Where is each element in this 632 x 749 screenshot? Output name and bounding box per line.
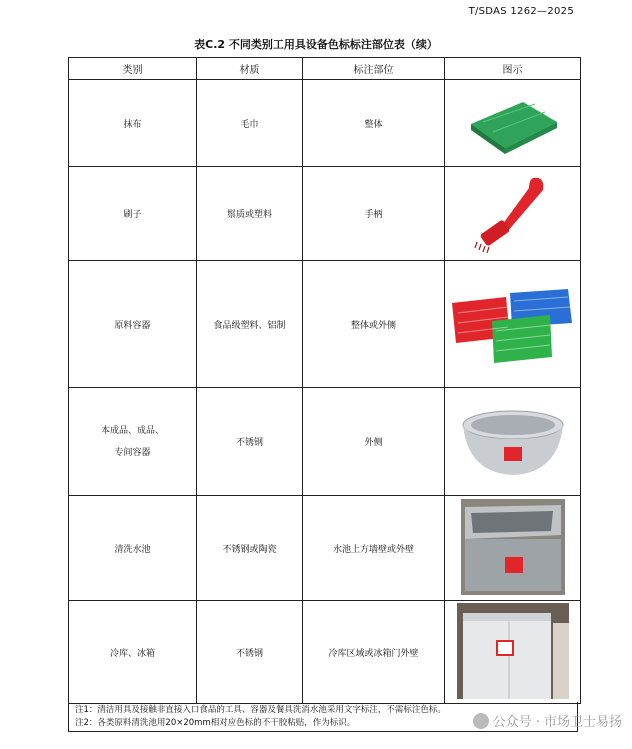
table-row: [69, 496, 581, 601]
watermark: [473, 711, 622, 730]
header-category: 类别: [69, 58, 197, 80]
crates-image: [448, 273, 578, 373]
material-cell: 不锈钢或陶瓷: [197, 496, 303, 601]
category-line: 本成品、成品、: [100, 425, 164, 436]
material-cell: 鬃质或塑料: [197, 167, 303, 261]
position-cell: 水池上方墙壁或外壁: [303, 496, 445, 601]
wechat-icon: [473, 713, 489, 729]
position-cell: 手柄: [303, 167, 445, 261]
position-cell: 外侧: [303, 388, 445, 496]
table-row: [69, 388, 581, 496]
table-row: [69, 167, 581, 261]
table-row: [69, 261, 581, 388]
category-cell: [69, 388, 197, 496]
table-title: 表C.2 不同类别工用具设备色标标注部位表（续）: [194, 38, 438, 51]
bowl-image: [458, 395, 568, 485]
illustration-cell: [445, 388, 581, 496]
illustration-cell: [445, 496, 581, 601]
category-cell: 原料容器: [69, 261, 197, 388]
sink-image: [461, 499, 565, 595]
header-position: 标注部位: [303, 58, 445, 80]
table-row: [69, 80, 581, 167]
category-cell: 刷子: [69, 167, 197, 261]
material-cell: 毛巾: [197, 80, 303, 167]
freezer-image: [457, 603, 569, 699]
header-illustration: 图示: [445, 58, 581, 80]
towel-image: [463, 82, 563, 162]
header-material: 材质: [197, 58, 303, 80]
table-row: [69, 601, 581, 704]
standard-code: T/SDAS 1262—2025: [468, 6, 574, 17]
material-cell: 不锈钢: [197, 388, 303, 496]
position-cell: 整体或外侧: [303, 261, 445, 388]
watermark-text: 公众号 · 市场卫士易扬: [492, 715, 622, 730]
table-header-row: [69, 58, 581, 80]
illustration-cell: [445, 261, 581, 388]
category-cell: 抹布: [69, 80, 197, 167]
brush-image: [463, 168, 563, 256]
category-cell: 冷库、冰箱: [69, 601, 197, 704]
position-cell: 整体: [303, 80, 445, 167]
material-cell: 食品级塑料、铝制: [197, 261, 303, 388]
material-cell: 不锈钢: [197, 601, 303, 704]
spec-table: [68, 57, 581, 704]
category-cell: 清洗水池: [69, 496, 197, 601]
illustration-cell: [445, 601, 581, 704]
illustration-cell: [445, 80, 581, 167]
position-cell: 冷库区域或冰箱门外壁: [303, 601, 445, 704]
note-2: 注2：各类原料清洗池用20×20mm相对应色标的不干胶粘贴，作为标识。: [75, 718, 356, 728]
category-line: 专间容器: [114, 447, 151, 458]
note-1: 注1：清洁用具及接触非直接入口食品的工具、容器及餐具洗消水池采用文字标注，不需标注色标。: [75, 705, 446, 715]
illustration-cell: [445, 167, 581, 261]
